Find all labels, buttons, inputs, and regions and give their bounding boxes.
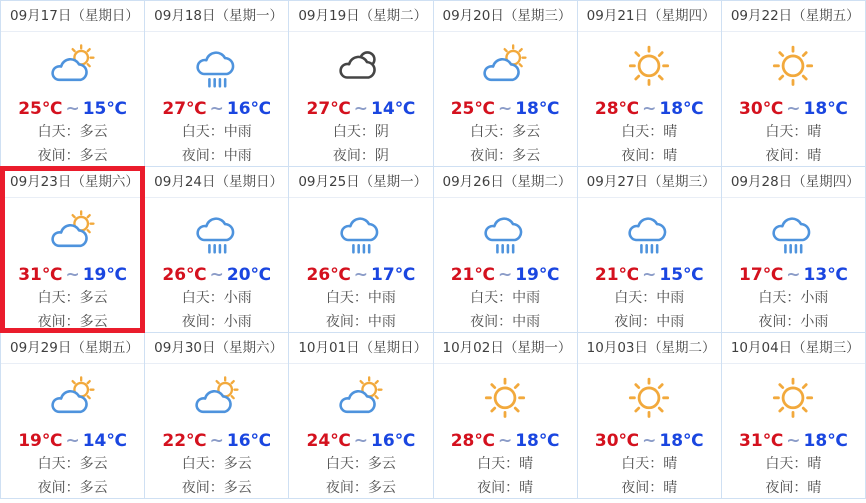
overcast-icon [332, 39, 390, 95]
day-condition [289, 453, 432, 476]
sunny-icon [620, 39, 678, 95]
low-temp: 15℃ [82, 99, 127, 119]
range-separator: ~ [65, 99, 80, 119]
day-cell[interactable] [145, 167, 289, 333]
condition-label: 夜间： [332, 148, 375, 164]
condition-label: 白天： [621, 124, 664, 140]
condition-value: 中雨 [367, 314, 396, 330]
low-temp: 18℃ [659, 99, 704, 119]
rain-icon [620, 205, 678, 261]
date-label: 09月20日（星期三） [434, 1, 577, 32]
temperature-range [289, 98, 432, 120]
condition-label: 白天： [470, 290, 513, 306]
weather-icon [722, 36, 865, 98]
partly-cloudy-icon [44, 205, 102, 261]
day-cell[interactable] [289, 167, 433, 333]
condition-value: 阴 [374, 148, 389, 164]
date-label: 09月19日（星期二） [289, 1, 432, 32]
condition-label: 夜间： [765, 480, 808, 496]
condition-label: 白天： [332, 124, 375, 140]
condition-label: 夜间： [181, 148, 224, 164]
condition-value: 多云 [512, 148, 541, 164]
day-cell[interactable] [289, 1, 433, 167]
temperature-range [722, 430, 865, 452]
rain-icon [332, 205, 390, 261]
condition-value: 多云 [79, 290, 108, 306]
high-temp: 25℃ [450, 99, 495, 119]
temperature-range [145, 264, 288, 286]
condition-label: 夜间： [765, 148, 808, 164]
range-separator: ~ [642, 265, 657, 285]
day-cell-body [1, 364, 144, 500]
condition-value: 多云 [367, 480, 396, 496]
condition-label: 夜间： [470, 148, 513, 164]
condition-label: 夜间： [758, 314, 801, 330]
date-label: 10月02日（星期一） [434, 333, 577, 364]
condition-label: 白天： [181, 124, 224, 140]
high-temp: 31℃ [739, 431, 784, 451]
weather-icon [145, 368, 288, 430]
day-cell-body [722, 32, 865, 168]
day-cell[interactable] [1, 167, 145, 333]
day-condition [145, 287, 288, 310]
weather-icon [578, 36, 721, 98]
condition-label: 白天： [621, 456, 664, 472]
day-cell[interactable] [434, 333, 578, 499]
day-condition [1, 287, 144, 310]
low-temp: 18℃ [659, 431, 704, 451]
temperature-range [578, 430, 721, 452]
condition-value: 多云 [79, 456, 108, 472]
range-separator: ~ [497, 99, 513, 119]
night-condition [145, 477, 288, 500]
weather-icon [1, 36, 144, 98]
temperature-range [289, 430, 432, 452]
day-cell[interactable] [578, 1, 722, 167]
date-label: 09月23日（星期六） [1, 167, 144, 198]
range-separator: ~ [65, 431, 80, 451]
rain-icon [476, 205, 534, 261]
sunny-icon [620, 371, 678, 427]
temperature-range [722, 264, 865, 286]
low-temp: 17℃ [371, 265, 416, 285]
temperature-range [1, 264, 144, 286]
condition-label: 夜间： [181, 314, 224, 330]
sunny-icon [764, 39, 822, 95]
range-separator: ~ [786, 99, 801, 119]
condition-value: 小雨 [223, 290, 252, 306]
night-condition [289, 477, 432, 500]
high-temp: 21℃ [450, 265, 495, 285]
temperature-range [434, 430, 577, 452]
night-condition [434, 311, 577, 334]
day-condition [145, 453, 288, 476]
day-cell-body [578, 198, 721, 334]
condition-label: 白天： [37, 290, 80, 306]
temperature-range [289, 264, 432, 286]
day-cell-body [1, 32, 144, 168]
partly-cloudy-icon [332, 371, 390, 427]
temperature-range [1, 98, 144, 120]
day-cell-body [289, 32, 432, 168]
condition-label: 夜间： [37, 148, 80, 164]
day-condition [722, 287, 865, 310]
condition-value: 多云 [79, 314, 108, 330]
rain-icon [764, 205, 822, 261]
condition-value: 多云 [223, 480, 252, 496]
date-label: 09月18日（星期一） [145, 1, 288, 32]
date-label: 10月04日（星期三） [722, 333, 865, 364]
night-condition [289, 311, 432, 334]
condition-value: 晴 [807, 480, 822, 496]
day-condition [1, 453, 144, 476]
weather-icon [722, 202, 865, 264]
low-temp: 18℃ [515, 99, 560, 119]
condition-label: 夜间： [621, 148, 664, 164]
high-temp: 26℃ [162, 265, 207, 285]
low-temp: 14℃ [371, 99, 416, 119]
partly-cloudy-icon [44, 39, 102, 95]
day-cell-body [722, 198, 865, 334]
weather-icon [145, 202, 288, 264]
range-separator: ~ [497, 265, 513, 285]
night-condition [434, 477, 577, 500]
day-cell-body [289, 364, 432, 500]
night-condition [1, 311, 144, 334]
condition-value: 阴 [374, 124, 389, 140]
temperature-range [145, 98, 288, 120]
date-label: 09月27日（星期三） [578, 167, 721, 198]
day-cell[interactable] [722, 1, 866, 167]
temperature-range [434, 264, 577, 286]
condition-label: 夜间： [37, 314, 80, 330]
condition-value: 晴 [807, 456, 822, 472]
night-condition [434, 145, 577, 168]
condition-label: 白天： [325, 290, 368, 306]
temperature-range [578, 98, 721, 120]
date-label: 10月03日（星期二） [578, 333, 721, 364]
condition-label: 夜间： [37, 480, 80, 496]
high-temp: 28℃ [594, 99, 640, 119]
weather-icon [145, 36, 288, 98]
high-temp: 22℃ [162, 431, 207, 451]
range-separator: ~ [353, 99, 369, 119]
day-cell-body [434, 198, 577, 334]
condition-label: 白天： [477, 456, 520, 472]
weather-icon [1, 368, 144, 430]
high-temp: 25℃ [18, 99, 63, 119]
day-cell[interactable] [145, 333, 289, 499]
day-condition [578, 287, 721, 310]
condition-value: 中雨 [656, 314, 685, 330]
weather-icon [289, 36, 432, 98]
night-condition [145, 311, 288, 334]
weather-icon [289, 368, 432, 430]
day-cell[interactable] [289, 333, 433, 499]
low-temp: 18℃ [803, 431, 848, 451]
day-condition [722, 121, 865, 144]
condition-value: 中雨 [512, 314, 541, 330]
weather-icon [722, 368, 865, 430]
range-separator: ~ [353, 431, 369, 451]
date-label: 09月21日（星期四） [578, 1, 721, 32]
temperature-range [1, 430, 144, 452]
condition-value: 小雨 [223, 314, 252, 330]
range-separator: ~ [65, 265, 80, 285]
sunny-icon [764, 371, 822, 427]
day-condition [1, 121, 144, 144]
high-temp: 26℃ [306, 265, 351, 285]
day-cell[interactable] [434, 167, 578, 333]
condition-label: 夜间： [181, 480, 224, 496]
condition-value: 多云 [367, 456, 396, 472]
condition-label: 白天： [37, 456, 80, 472]
night-condition [578, 145, 721, 168]
low-temp: 20℃ [226, 265, 272, 285]
night-condition [722, 145, 865, 168]
condition-label: 夜间： [621, 480, 664, 496]
low-temp: 16℃ [371, 431, 416, 451]
date-label: 09月30日（星期六） [145, 333, 288, 364]
night-condition [578, 477, 721, 500]
condition-label: 夜间： [325, 480, 368, 496]
date-label: 09月28日（星期四） [722, 167, 865, 198]
condition-value: 多云 [512, 124, 541, 140]
temperature-range [434, 98, 577, 120]
condition-label: 白天： [181, 456, 224, 472]
date-label: 09月22日（星期五） [722, 1, 865, 32]
low-temp: 19℃ [82, 265, 127, 285]
condition-label: 夜间： [325, 314, 368, 330]
day-condition [722, 453, 865, 476]
night-condition [1, 477, 144, 500]
weather-icon [289, 202, 432, 264]
condition-value: 多云 [79, 480, 108, 496]
rain-icon [188, 39, 246, 95]
day-condition [145, 121, 288, 144]
high-temp: 27℃ [306, 99, 351, 119]
day-cell-body [145, 364, 288, 500]
range-separator: ~ [786, 265, 801, 285]
weather-icon [434, 36, 577, 98]
date-label: 09月29日（星期五） [1, 333, 144, 364]
date-label: 10月01日（星期日） [289, 333, 432, 364]
condition-value: 晴 [807, 124, 822, 140]
condition-value: 多云 [79, 124, 108, 140]
date-label: 09月26日（星期二） [434, 167, 577, 198]
day-cell[interactable] [578, 333, 722, 499]
date-label: 09月17日（星期日） [1, 1, 144, 32]
day-cell[interactable] [722, 333, 866, 499]
day-cell[interactable] [434, 1, 578, 167]
high-temp: 24℃ [306, 431, 351, 451]
day-condition [578, 121, 721, 144]
night-condition [722, 477, 865, 500]
low-temp: 14℃ [82, 431, 127, 451]
weather-icon [434, 202, 577, 264]
high-temp: 19℃ [18, 431, 63, 451]
condition-value: 小雨 [800, 290, 829, 306]
condition-value: 小雨 [800, 314, 829, 330]
date-label: 09月24日（星期日） [145, 167, 288, 198]
partly-cloudy-icon [188, 371, 246, 427]
condition-label: 白天： [765, 124, 808, 140]
range-separator: ~ [209, 265, 224, 285]
range-separator: ~ [786, 431, 801, 451]
high-temp: 31℃ [18, 265, 63, 285]
range-separator: ~ [209, 99, 224, 119]
day-cell-body [434, 32, 577, 168]
day-condition [289, 121, 432, 144]
partly-cloudy-icon [44, 371, 102, 427]
condition-label: 白天： [765, 456, 808, 472]
high-temp: 21℃ [594, 265, 640, 285]
condition-label: 白天： [325, 456, 368, 472]
night-condition [578, 311, 721, 334]
night-condition [145, 145, 288, 168]
condition-value: 中雨 [223, 124, 252, 140]
low-temp: 16℃ [226, 99, 272, 119]
day-cell[interactable] [578, 167, 722, 333]
low-temp: 13℃ [803, 265, 848, 285]
night-condition [1, 145, 144, 168]
condition-label: 白天： [758, 290, 801, 306]
rain-icon [188, 205, 246, 261]
condition-label: 白天： [37, 124, 80, 140]
temperature-range [145, 430, 288, 452]
temperature-range [722, 98, 865, 120]
weather-icon [434, 368, 577, 430]
range-separator: ~ [642, 431, 657, 451]
high-temp: 30℃ [594, 431, 640, 451]
condition-value: 晴 [663, 480, 678, 496]
condition-value: 晴 [807, 148, 822, 164]
night-condition [722, 311, 865, 334]
low-temp: 19℃ [515, 265, 560, 285]
condition-value: 中雨 [367, 290, 396, 306]
condition-label: 白天： [470, 124, 513, 140]
condition-value: 晴 [663, 148, 678, 164]
high-temp: 27℃ [162, 99, 207, 119]
condition-label: 夜间： [470, 314, 513, 330]
day-cell-body [722, 364, 865, 500]
sunny-icon [476, 371, 534, 427]
day-cell-body [578, 32, 721, 168]
range-separator: ~ [353, 265, 369, 285]
range-separator: ~ [642, 99, 657, 119]
weather-icon [578, 368, 721, 430]
day-cell[interactable] [722, 167, 866, 333]
day-cell[interactable] [1, 333, 145, 499]
day-cell-body [145, 198, 288, 334]
day-condition [434, 121, 577, 144]
condition-label: 白天： [181, 290, 224, 306]
condition-value: 晴 [519, 480, 534, 496]
day-condition [434, 453, 577, 476]
condition-value: 中雨 [223, 148, 252, 164]
high-temp: 17℃ [739, 265, 784, 285]
low-temp: 18℃ [803, 99, 848, 119]
day-cell[interactable] [145, 1, 289, 167]
condition-label: 夜间： [614, 314, 657, 330]
weather-icon [578, 202, 721, 264]
condition-label: 夜间： [477, 480, 520, 496]
date-label: 09月25日（星期一） [289, 167, 432, 198]
condition-value: 晴 [663, 124, 678, 140]
partly-cloudy-icon [476, 39, 534, 95]
condition-value: 晴 [519, 456, 534, 472]
low-temp: 18℃ [515, 431, 560, 451]
range-separator: ~ [497, 431, 513, 451]
condition-value: 多云 [223, 456, 252, 472]
day-cell-body [578, 364, 721, 500]
day-cell-body [289, 198, 432, 334]
range-separator: ~ [209, 431, 224, 451]
day-cell-body [1, 198, 144, 334]
day-cell-body [145, 32, 288, 168]
weather-icon [1, 202, 144, 264]
high-temp: 28℃ [450, 431, 495, 451]
condition-label: 白天： [614, 290, 657, 306]
low-temp: 15℃ [659, 265, 704, 285]
day-cell-body [434, 364, 577, 500]
day-condition [578, 453, 721, 476]
temperature-range [578, 264, 721, 286]
night-condition [289, 145, 432, 168]
high-temp: 30℃ [739, 99, 784, 119]
condition-value: 多云 [79, 148, 108, 164]
day-condition [434, 287, 577, 310]
low-temp: 16℃ [226, 431, 272, 451]
day-cell[interactable] [1, 1, 145, 167]
condition-value: 晴 [663, 456, 678, 472]
condition-value: 中雨 [512, 290, 541, 306]
day-condition [289, 287, 432, 310]
condition-value: 中雨 [656, 290, 685, 306]
